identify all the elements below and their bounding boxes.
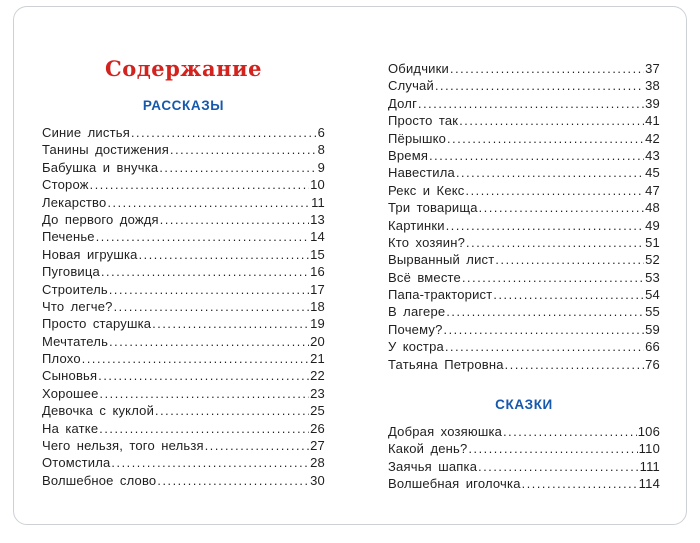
entry-page-number: 110 <box>638 441 660 457</box>
entry-page-number: 48 <box>645 200 660 216</box>
entry-page-number: 23 <box>310 385 325 401</box>
dot-leader <box>445 338 644 356</box>
entry-title: Сторож <box>42 177 89 193</box>
entry-page-number: 55 <box>645 304 660 320</box>
toc-entry <box>42 124 325 141</box>
entry-title: Просто старушка <box>42 316 152 332</box>
dot-leader <box>109 281 309 299</box>
entry-title: В лагере <box>388 304 446 320</box>
dot-leader <box>450 60 644 78</box>
toc-entry <box>388 60 660 77</box>
toc-entry <box>42 420 325 437</box>
entry-page-number: 18 <box>310 298 325 314</box>
dot-leader <box>468 440 637 458</box>
entry-page-number: 6 <box>317 125 325 140</box>
dot-leader <box>139 246 310 264</box>
toc-entry <box>42 385 325 402</box>
toc-entry <box>42 454 325 471</box>
dot-leader <box>107 194 310 212</box>
dot-leader <box>152 315 309 333</box>
entry-page-number: 19 <box>310 316 325 332</box>
toc-entry <box>388 458 660 475</box>
entry-page-number: 41 <box>645 113 660 129</box>
entry-title: Вырванный лист <box>388 252 495 268</box>
dot-leader <box>96 228 309 246</box>
dot-leader <box>99 420 309 438</box>
entry-title: Волшебное слово <box>42 472 157 488</box>
entry-title: Волшебная иголочка <box>388 476 521 492</box>
toc-entry <box>42 350 325 367</box>
entry-title: На катке <box>42 420 99 436</box>
toc-entry <box>388 217 660 234</box>
entry-title: Долг <box>388 95 418 111</box>
entry-page-number: 10 <box>310 177 325 193</box>
entry-title: Пёрышко <box>388 130 447 146</box>
dot-leader <box>109 333 309 351</box>
entry-page-number: 42 <box>645 130 660 146</box>
dot-leader <box>90 176 309 194</box>
entry-page-number: 45 <box>645 165 660 181</box>
entry-title: Время <box>388 147 429 163</box>
toc-entry <box>388 338 660 355</box>
entry-page-number: 51 <box>645 234 660 250</box>
toc-entry <box>388 147 660 164</box>
entry-page-number: 28 <box>310 455 325 471</box>
entry-title: Татьяна Петровна <box>388 356 504 372</box>
entry-title: Обидчики <box>388 61 449 76</box>
entry-title: У костра <box>388 339 444 355</box>
entry-page-number: 17 <box>310 281 325 297</box>
entry-title: До первого дождя <box>42 211 159 227</box>
toc-entry <box>42 176 325 193</box>
toc-entry <box>388 475 660 492</box>
toc-entry <box>388 440 660 457</box>
dot-leader <box>495 251 644 269</box>
entry-page-number: 49 <box>645 217 660 233</box>
dot-leader <box>160 211 309 229</box>
entry-page-number: 66 <box>645 339 660 355</box>
toc-entry <box>388 423 660 440</box>
toc-entry <box>42 472 325 489</box>
dot-leader <box>505 356 644 374</box>
dot-leader <box>82 350 309 368</box>
entry-title: Строитель <box>42 281 108 297</box>
entry-page-number: 14 <box>310 229 325 245</box>
toc-entry <box>42 402 325 419</box>
toc-entry <box>388 112 660 129</box>
toc-entry <box>388 356 660 373</box>
entry-page-number: 16 <box>310 264 325 280</box>
entry-title: Плохо <box>42 351 81 367</box>
entry-title: Какой день? <box>388 441 468 457</box>
toc-entry <box>388 286 660 303</box>
dot-leader <box>111 454 309 472</box>
entry-title: Картинки <box>388 217 445 233</box>
toc-entry <box>388 234 660 251</box>
entry-title: Сыновья <box>42 368 98 384</box>
toc-entry <box>388 269 660 286</box>
entry-title: Кто хозяин? <box>388 234 466 250</box>
entry-page-number: 27 <box>310 438 325 454</box>
contents-column-left <box>42 56 325 489</box>
toc-entry <box>388 199 660 216</box>
entry-title: Папа-тракторист <box>388 287 493 303</box>
entry-page-number: 59 <box>645 321 660 337</box>
entry-page-number: 52 <box>645 252 660 268</box>
dot-leader <box>159 159 316 177</box>
dot-leader <box>446 303 644 321</box>
dot-leader <box>155 402 309 420</box>
entry-title: Чего нельзя, того нельзя <box>42 438 204 454</box>
dot-leader <box>446 217 644 235</box>
dot-leader <box>466 234 644 252</box>
entry-page-number: 20 <box>310 333 325 349</box>
entry-page-number: 11 <box>311 194 325 210</box>
entry-page-number: 111 <box>639 458 660 474</box>
dot-leader <box>462 269 644 287</box>
dot-leader <box>459 112 644 130</box>
dot-leader <box>205 437 309 455</box>
entry-page-number: 114 <box>638 476 660 492</box>
entry-title: Мечтатель <box>42 333 109 349</box>
entry-title: Всё вместе <box>388 269 461 285</box>
entry-page-number: 76 <box>645 356 660 372</box>
dot-leader <box>100 385 310 403</box>
entry-title: Девочка с куклой <box>42 403 155 419</box>
dot-leader <box>170 141 317 159</box>
toc-entry <box>42 159 325 176</box>
entry-title: Три товарища <box>388 200 478 216</box>
dot-leader <box>503 423 637 441</box>
dot-leader <box>522 475 638 493</box>
toc-entry <box>388 130 660 147</box>
toc-entry <box>388 303 660 320</box>
entry-page-number: 39 <box>645 95 660 111</box>
entry-title: Новая игрушка <box>42 246 138 262</box>
toc-entry <box>42 333 325 350</box>
section-heading: СКАЗКИ <box>495 397 553 413</box>
dot-leader <box>131 124 317 142</box>
entry-title: Отомстила <box>42 455 111 471</box>
entry-title: Почему? <box>388 321 443 337</box>
toc-entry <box>388 182 660 199</box>
entry-page-number: 25 <box>310 403 325 419</box>
entry-page-number: 22 <box>310 368 325 384</box>
entry-title: Рекс и Кекс <box>388 182 465 198</box>
entry-title: Бабушка и внучка <box>42 159 159 175</box>
entry-title: Что легче? <box>42 298 113 314</box>
toc-entry <box>42 298 325 315</box>
page-title: Содержание <box>105 56 262 81</box>
dot-leader <box>466 182 645 200</box>
entry-page-number: 54 <box>645 287 660 303</box>
entry-page-number: 26 <box>310 420 325 436</box>
toc-entry <box>388 77 660 94</box>
dot-leader <box>447 130 644 148</box>
entry-page-number: 53 <box>645 269 660 285</box>
dot-leader <box>479 199 644 217</box>
dot-leader <box>98 367 309 385</box>
entry-title: Печенье <box>42 229 95 245</box>
entry-page-number: 15 <box>310 246 325 262</box>
toc-entry <box>388 321 660 338</box>
toc-entry <box>388 251 660 268</box>
dot-leader <box>456 164 644 182</box>
entry-page-number: 21 <box>310 351 325 367</box>
entry-page-number: 43 <box>645 147 660 163</box>
dot-leader <box>429 147 644 165</box>
dot-leader <box>157 472 309 490</box>
entry-page-number: 106 <box>637 424 660 440</box>
entry-page-number: 8 <box>317 142 325 158</box>
toc-entry <box>42 437 325 454</box>
toc-entry <box>42 367 325 384</box>
entry-title: Добрая хозяюшка <box>388 424 503 440</box>
entry-title: Синие листья <box>42 125 130 140</box>
section-heading: РАССКАЗЫ <box>142 98 225 113</box>
dot-leader <box>418 95 644 113</box>
entry-title: Танины достижения <box>42 142 170 158</box>
dot-leader <box>478 458 639 476</box>
toc-entry <box>42 211 325 228</box>
entry-page-number: 9 <box>317 159 325 175</box>
toc-entry <box>388 164 660 181</box>
entry-title: Случай <box>388 78 434 94</box>
toc-entry <box>42 281 325 298</box>
entry-page-number: 47 <box>645 182 660 198</box>
toc-entry <box>388 95 660 112</box>
entry-title: Просто так <box>388 113 459 129</box>
toc-entry <box>42 141 325 158</box>
toc-entry <box>42 194 325 211</box>
entry-title: Навестила <box>388 165 455 181</box>
dot-leader <box>493 286 644 304</box>
entry-page-number: 30 <box>310 472 325 488</box>
contents-column-right <box>388 60 660 493</box>
dot-leader <box>444 321 645 339</box>
toc-entry <box>42 315 325 332</box>
entry-page-number: 37 <box>645 61 660 76</box>
toc-entry <box>42 246 325 263</box>
dot-leader <box>114 298 310 316</box>
entry-page-number: 13 <box>310 211 325 227</box>
dot-leader <box>435 77 644 95</box>
toc-entry <box>42 263 325 280</box>
entry-title: Заячья шапка <box>388 458 478 474</box>
entry-title: Пуговица <box>42 264 100 280</box>
toc-entry <box>42 228 325 245</box>
entry-title: Лекарство <box>42 194 107 210</box>
entry-title: Хорошее <box>42 385 99 401</box>
entry-page-number: 38 <box>645 78 660 94</box>
dot-leader <box>101 263 309 281</box>
